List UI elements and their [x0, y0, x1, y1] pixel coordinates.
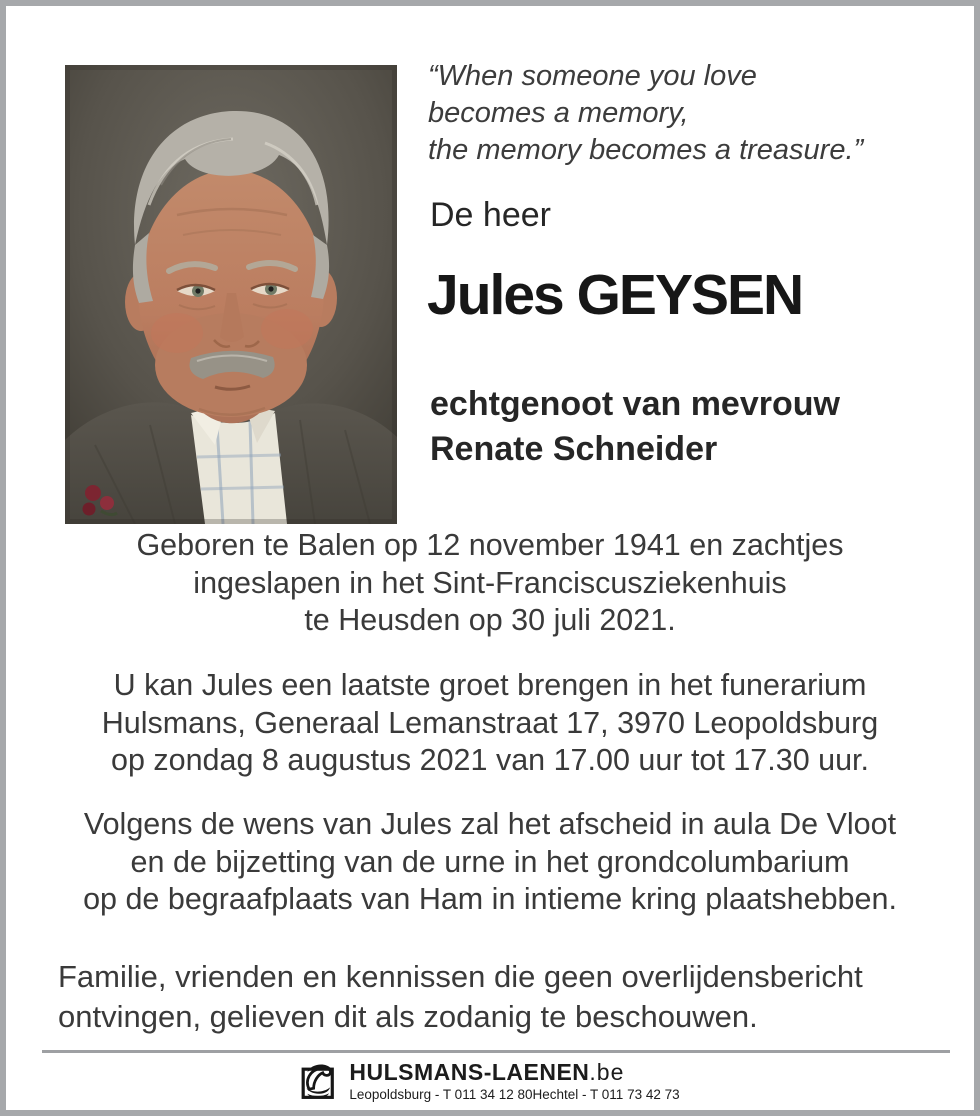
- paragraph-visitation: [6, 667, 974, 780]
- brand-name-suffix: .be: [589, 1059, 625, 1085]
- text-line: Hulsmans, Generaal Lemanstraat 17, 3970 Leopoldsburg: [101, 705, 879, 740]
- salutation: De heer: [430, 196, 551, 234]
- text-line: op de begraafplaats van Ham in intieme kring plaatshebben.: [83, 882, 897, 916]
- text-line: ontvingen, gelieven dit als zodanig te beschouwen.: [58, 999, 758, 1034]
- brand-name: [349, 1060, 679, 1084]
- footer-divider: [42, 1050, 950, 1053]
- text-line: te Heusden op 30 juli 2021.: [304, 603, 676, 637]
- paragraph-notice: [58, 957, 863, 1037]
- relation-line: Renate Schneider: [430, 430, 718, 468]
- brand-name-bold: HULSMANS-LAENEN: [349, 1059, 590, 1085]
- text-line: en de bijzetting van de urne in het grondcolumbarium: [130, 844, 850, 879]
- deceased-name: Jules GEYSEN: [427, 263, 803, 327]
- text-line: U kan Jules een laatste groet brengen in het funerarium: [113, 668, 867, 702]
- funeral-home-brand: [349, 1060, 679, 1102]
- quote-line: “When someone you love: [428, 60, 757, 92]
- portrait-illustration: [65, 65, 397, 524]
- quote-line: the memory becomes a treasure.”: [428, 134, 864, 166]
- relation-to-spouse: [430, 382, 840, 472]
- text-line: ingeslapen in het Sint-Franciscusziekenhuis: [193, 565, 787, 600]
- office-leopoldsburg: Leopoldsburg - T 011 34 12 80: [349, 1087, 533, 1102]
- text-line: Geboren te Balen op 12 november 1941 en zachtjes: [136, 528, 844, 562]
- swan-logo-icon: [300, 1061, 340, 1101]
- footer: [6, 1060, 974, 1102]
- text-line: Volgens de wens van Jules zal het afscheid in aula De Vloot: [83, 807, 897, 841]
- text-line: op zondag 8 augustus 2021 van 17.00 uur tot 17.30 uur.: [110, 743, 870, 777]
- paragraph-ceremony: [6, 806, 974, 919]
- memorial-quote: [428, 58, 863, 169]
- relation-line: echtgenoot van mevrouw: [430, 385, 840, 423]
- paragraph-birth-death: [6, 527, 974, 640]
- text-line: Familie, vrienden en kennissen die geen overlijdensbericht: [58, 959, 863, 994]
- quote-line: becomes a memory,: [428, 97, 689, 129]
- office-contacts: [349, 1087, 679, 1102]
- portrait-photo: [65, 65, 397, 524]
- office-hechtel: Hechtel - T 011 73 42 73: [532, 1087, 680, 1102]
